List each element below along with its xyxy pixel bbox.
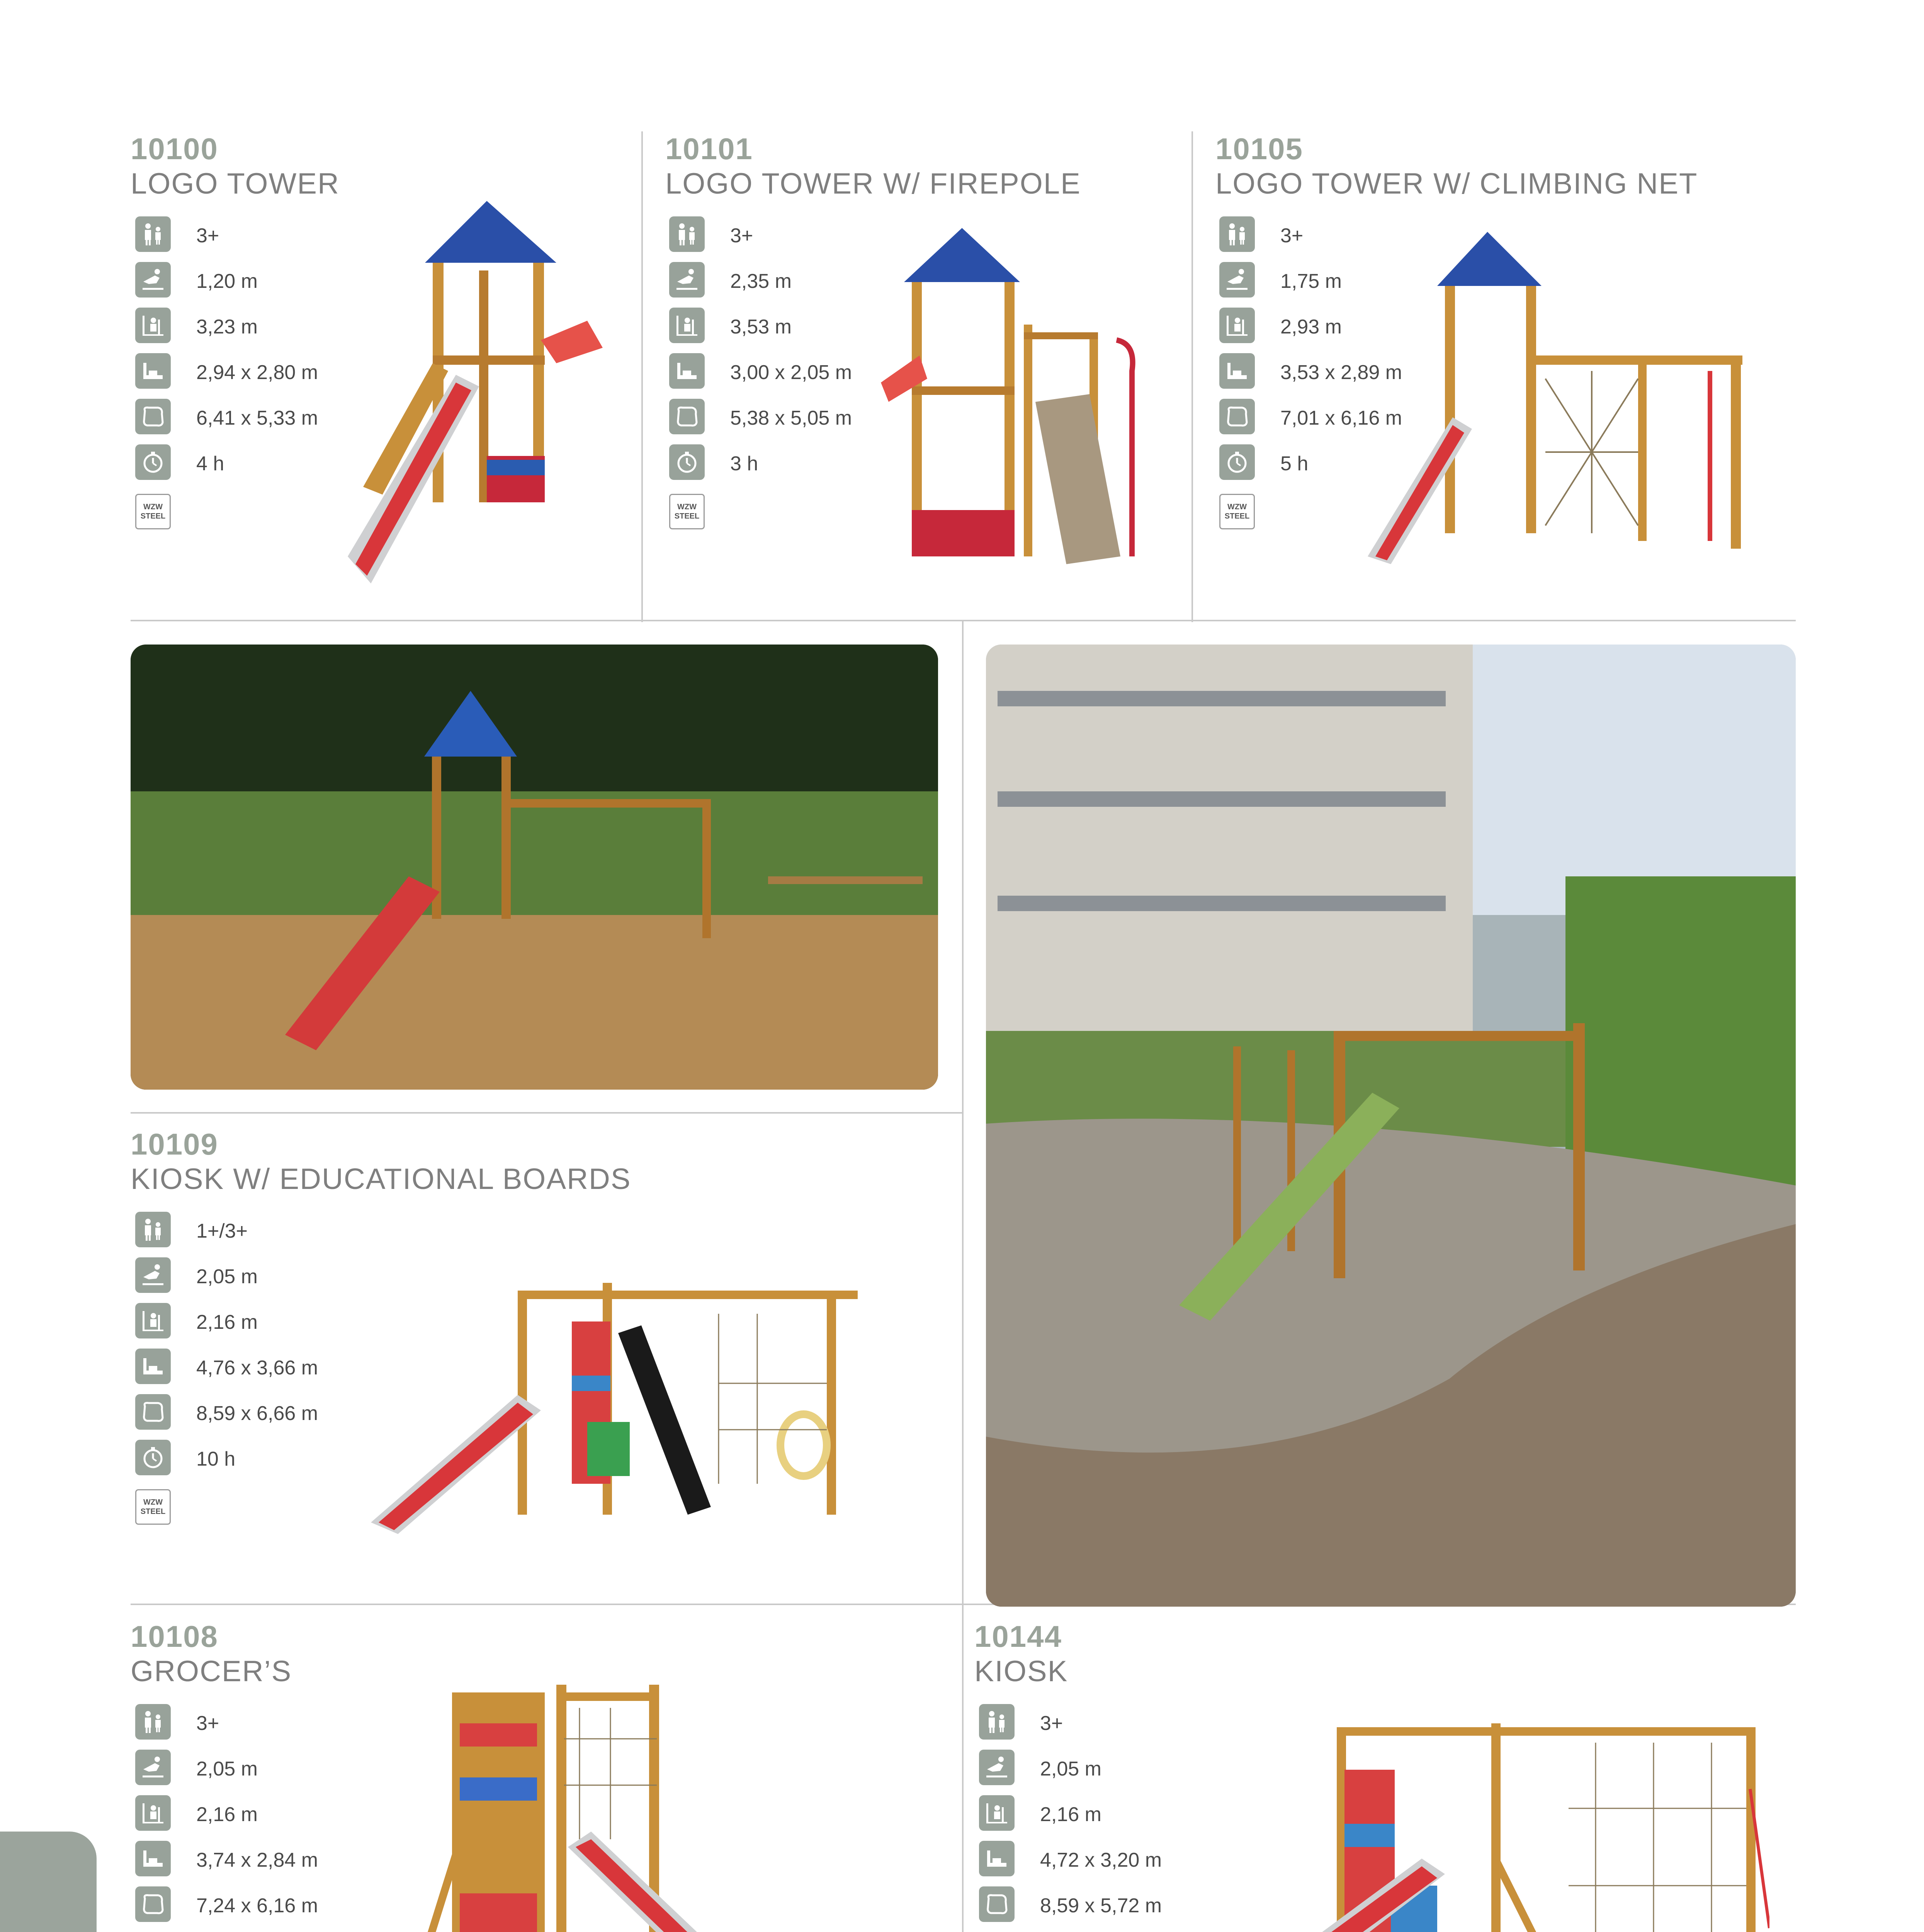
product-name: KIOSK	[974, 1655, 1068, 1688]
spec-safety-area: 8,59 x 6,66 m	[196, 1402, 318, 1425]
spec-install-time: 4 h	[196, 452, 224, 475]
product-name: KIOSK W/ EDUCATIONAL BOARDS	[131, 1163, 631, 1196]
spec-row-total-height	[135, 1795, 258, 1841]
product-name: LOGO TOWER W/ FIREPOLE	[665, 167, 1081, 200]
equipment-size-icon	[669, 353, 705, 389]
spec-row-age	[135, 1704, 219, 1750]
spec-row-safety-area	[135, 1886, 318, 1932]
spec-fall-height: 2,05 m	[196, 1265, 258, 1288]
total-height-icon	[1219, 308, 1255, 343]
safety-area-icon	[979, 1886, 1015, 1922]
spec-row-size	[979, 1841, 1162, 1886]
spec-list	[135, 216, 318, 529]
spec-list	[135, 1704, 318, 1932]
spec-size: 4,72 x 3,20 m	[1040, 1849, 1162, 1871]
divider	[962, 620, 964, 1932]
installation-time-icon	[1219, 444, 1255, 480]
spec-safety-area: 6,41 x 5,33 m	[196, 407, 318, 429]
age-icon	[1219, 216, 1255, 252]
age-icon	[135, 1704, 171, 1740]
product-name: LOGO TOWER W/ CLIMBING NET	[1215, 167, 1698, 200]
age-icon	[979, 1704, 1015, 1740]
spec-total-height: 3,53 m	[730, 316, 792, 338]
spec-row-age	[1219, 216, 1304, 262]
product-render-10100	[340, 193, 618, 595]
installation-time-icon	[135, 444, 171, 480]
divider	[131, 1604, 962, 1605]
spec-row-size	[669, 353, 852, 399]
product-render-10109	[371, 1267, 865, 1538]
safety-area-icon	[135, 399, 171, 434]
product-name: LOGO TOWER	[131, 167, 340, 200]
spec-list	[979, 1704, 1162, 1932]
playground-photo-forest	[131, 645, 938, 1090]
spec-fall-height: 2,05 m	[196, 1758, 258, 1780]
spec-row-total-height	[979, 1795, 1101, 1841]
product-name: GROCER’S	[131, 1655, 292, 1688]
spec-row-age	[135, 1212, 248, 1257]
spec-size: 3,00 x 2,05 m	[730, 361, 852, 384]
spec-row-fall-height	[135, 262, 258, 308]
divider	[641, 131, 643, 622]
spec-list	[669, 216, 852, 529]
spec-row-safety-area	[669, 399, 852, 444]
age-icon	[135, 216, 171, 252]
spec-safety-area: 8,59 x 5,72 m	[1040, 1895, 1162, 1917]
spec-age: 3+	[196, 1712, 219, 1735]
spec-row-install-time	[669, 444, 758, 490]
spec-row-size	[135, 353, 318, 399]
product-code: 10101	[665, 132, 753, 166]
spec-size: 3,74 x 2,84 m	[196, 1849, 318, 1871]
spec-age: 3+	[1280, 224, 1304, 247]
fall-height-icon	[135, 262, 171, 298]
spec-row-total-height	[135, 1303, 258, 1349]
age-icon	[669, 216, 705, 252]
spec-install-time: 3 h	[730, 452, 758, 475]
wzw-steel-badge: WZW STEEL	[1219, 494, 1255, 529]
spec-total-height: 2,16 m	[196, 1311, 258, 1333]
spec-row-age	[979, 1704, 1063, 1750]
spec-row-install-time	[1219, 444, 1309, 490]
spec-safety-area: 5,38 x 5,05 m	[730, 407, 852, 429]
spec-row-total-height	[135, 308, 258, 353]
safety-area-icon	[135, 1394, 171, 1430]
section-side-tab	[0, 1832, 97, 1932]
spec-row-fall-height	[979, 1750, 1101, 1795]
spec-row-safety-area	[979, 1886, 1162, 1932]
spec-row-safety-area	[135, 1394, 318, 1440]
product-render-10108	[394, 1662, 838, 1932]
total-height-icon	[669, 308, 705, 343]
spec-list	[1219, 216, 1402, 529]
age-icon	[135, 1212, 171, 1247]
spec-row-fall-height	[669, 262, 792, 308]
spec-row-size	[135, 1841, 318, 1886]
spec-row-total-height	[669, 308, 792, 353]
spec-safety-area: 7,24 x 6,16 m	[196, 1895, 318, 1917]
spec-size: 4,76 x 3,66 m	[196, 1357, 318, 1379]
spec-fall-height: 1,20 m	[196, 270, 258, 293]
spec-install-time: 10 h	[196, 1448, 236, 1470]
playground-photo-apartments	[986, 645, 1796, 1607]
spec-row-safety-area	[135, 399, 318, 444]
spec-age: 3+	[730, 224, 753, 247]
spec-total-height: 2,16 m	[196, 1803, 258, 1826]
spec-row-install-time	[135, 444, 224, 490]
spec-row-install-time	[135, 1440, 236, 1485]
spec-install-time: 5 h	[1280, 452, 1309, 475]
spec-fall-height: 2,35 m	[730, 270, 792, 293]
spec-size: 3,53 x 2,89 m	[1280, 361, 1402, 384]
total-height-icon	[135, 1303, 171, 1338]
safety-area-icon	[135, 1886, 171, 1922]
spec-row-fall-height	[1219, 262, 1342, 308]
spec-row-fall-height	[135, 1257, 258, 1303]
spec-row-age	[135, 216, 219, 262]
spec-age: 3+	[196, 224, 219, 247]
spec-fall-height: 2,05 m	[1040, 1758, 1101, 1780]
spec-age: 1+/3+	[196, 1220, 248, 1242]
divider	[1191, 131, 1193, 622]
installation-time-icon	[669, 444, 705, 480]
fall-height-icon	[135, 1750, 171, 1785]
wzw-steel-badge: WZW STEEL	[669, 494, 705, 529]
spec-total-height: 3,23 m	[196, 316, 258, 338]
equipment-size-icon	[979, 1841, 1015, 1876]
product-render-10144	[1190, 1712, 1769, 1932]
spec-list	[135, 1212, 318, 1525]
spec-size: 2,94 x 2,80 m	[196, 361, 318, 384]
wzw-steel-badge: WZW STEEL	[135, 1489, 171, 1525]
total-height-icon	[979, 1795, 1015, 1831]
spec-total-height: 2,16 m	[1040, 1803, 1101, 1826]
spec-row-size	[1219, 353, 1402, 399]
spec-age: 3+	[1040, 1712, 1063, 1735]
product-code: 10105	[1215, 132, 1303, 166]
spec-row-total-height	[1219, 308, 1342, 353]
product-code: 10100	[131, 132, 218, 166]
spec-row-size	[135, 1349, 318, 1394]
equipment-size-icon	[1219, 353, 1255, 389]
product-code: 10144	[974, 1619, 1062, 1653]
fall-height-icon	[135, 1257, 171, 1293]
fall-height-icon	[669, 262, 705, 298]
spec-row-safety-area	[1219, 399, 1402, 444]
product-code: 10109	[131, 1127, 218, 1161]
equipment-size-icon	[135, 1349, 171, 1384]
total-height-icon	[135, 308, 171, 343]
divider	[131, 1112, 962, 1114]
product-render-10105	[1360, 224, 1785, 572]
installation-time-icon	[135, 1440, 171, 1475]
spec-row-fall-height	[135, 1750, 258, 1795]
safety-area-icon	[669, 399, 705, 434]
spec-fall-height: 1,75 m	[1280, 270, 1342, 293]
product-code: 10108	[131, 1619, 218, 1653]
equipment-size-icon	[135, 353, 171, 389]
spec-row-age	[669, 216, 753, 262]
spec-safety-area: 7,01 x 6,16 m	[1280, 407, 1402, 429]
spec-total-height: 2,93 m	[1280, 316, 1342, 338]
safety-area-icon	[1219, 399, 1255, 434]
equipment-size-icon	[135, 1841, 171, 1876]
total-height-icon	[135, 1795, 171, 1831]
product-render-10101	[873, 216, 1151, 580]
fall-height-icon	[1219, 262, 1255, 298]
fall-height-icon	[979, 1750, 1015, 1785]
wzw-steel-badge: WZW STEEL	[135, 494, 171, 529]
